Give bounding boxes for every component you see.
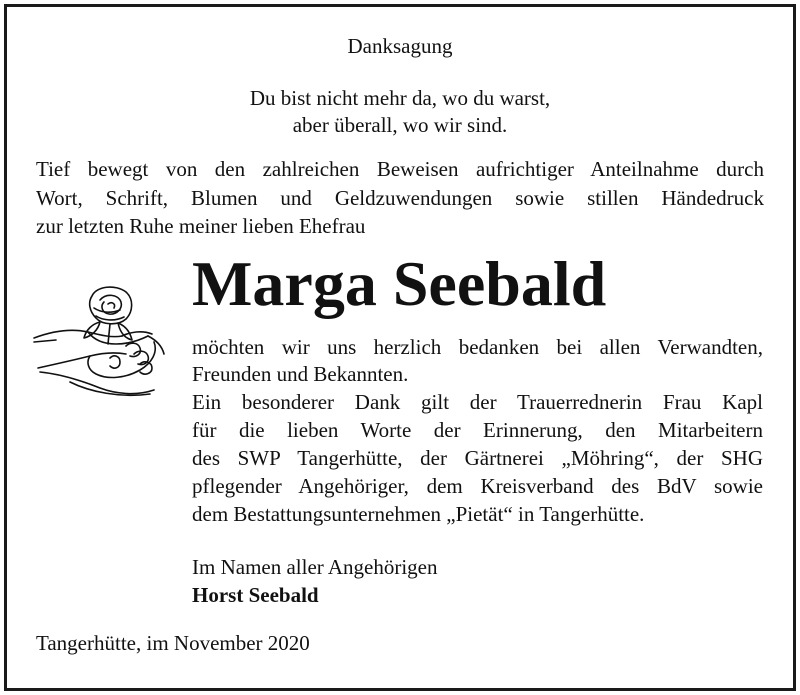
hands-with-rose-icon [30, 282, 182, 400]
intro-line-3: zur letzten Ruhe meiner lieben Ehefrau [36, 214, 366, 238]
body-line-2: Freunden und Bekannten. [192, 362, 409, 386]
body-line-3: Ein besonderer Dank gilt der Trauerrednerin Frau Kapl [192, 390, 763, 414]
intro-line-1: Tief bewegt von den zahlreichen Beweisen aufrichtiger Anteilnahme durch [36, 157, 764, 181]
body-line-4: für die lieben Worte der Erinnerung, den Mitarbeitern [192, 418, 763, 442]
heading: Danksagung [347, 34, 453, 58]
signature-intro: Im Namen aller Angehörigen [192, 555, 438, 579]
place-date: Tangerhütte, im November 2020 [36, 631, 310, 655]
poem-line-1: Du bist nicht mehr da, wo du warst, [249, 86, 551, 110]
intro-line-2: Wort, Schrift, Blumen und Geldzuwendungen sowie stillen Händedruck [36, 186, 764, 210]
body-line-5: des SWP Tangerhütte, der Gärtnerei „Möhring“, der SHG [192, 446, 763, 470]
body-line-6: pflegender Angehöriger, dem Kreisverband des BdV sowie [192, 474, 763, 498]
body-line-1: möchten wir uns herzlich bedanken bei allen Verwandten, [192, 335, 763, 359]
deceased-name: Marga Seebald [192, 248, 607, 319]
signature-name: Horst Seebald [192, 583, 319, 607]
body-line-7: dem Bestattungsunternehmen „Pietät“ in Tangerhütte. [192, 502, 645, 526]
poem-line-2: aber überall, wo wir sind. [292, 113, 508, 137]
